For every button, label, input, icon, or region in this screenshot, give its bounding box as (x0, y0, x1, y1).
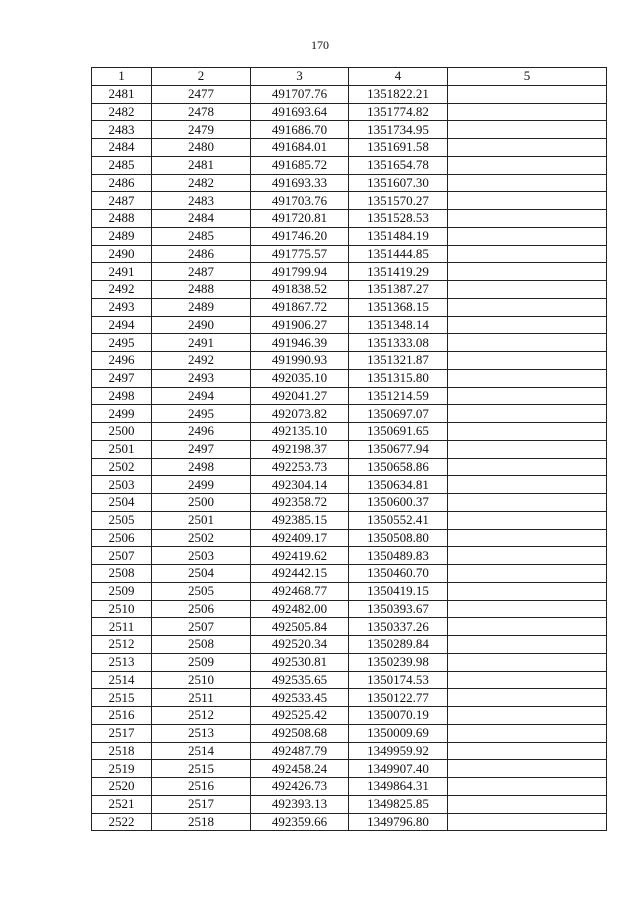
table-cell: 1350174.53 (349, 671, 448, 689)
table-cell: 1350460.70 (349, 565, 448, 583)
table-cell: 2497 (92, 369, 152, 387)
table-cell: 2512 (92, 636, 152, 654)
table-cell: 491946.39 (251, 334, 349, 352)
table-cell: 492535.65 (251, 671, 349, 689)
table-cell: 1351774.82 (349, 103, 448, 121)
table-cell (448, 778, 607, 796)
table-cell: 491746.20 (251, 227, 349, 245)
table-cell: 2498 (152, 458, 251, 476)
table-cell: 492359.66 (251, 813, 349, 831)
table-row (92, 387, 607, 405)
table-cell: 2477 (152, 85, 251, 103)
table-cell: 1351528.53 (349, 210, 448, 228)
table-cell: 2507 (92, 547, 152, 565)
table-cell (448, 618, 607, 636)
table-cell: 1349907.40 (349, 760, 448, 778)
table-cell: 2500 (92, 423, 152, 441)
table-cell: 2505 (152, 582, 251, 600)
table-cell (448, 494, 607, 512)
table-row (92, 618, 607, 636)
table-row (92, 263, 607, 281)
table-cell: 1350009.69 (349, 724, 448, 742)
table-cell: 2502 (92, 458, 152, 476)
table-cell: 2518 (152, 813, 251, 831)
column-header: 3 (251, 68, 349, 86)
coordinates-table (91, 67, 607, 831)
table-cell: 2489 (92, 227, 152, 245)
table-cell: 492041.27 (251, 387, 349, 405)
table-cell: 492253.73 (251, 458, 349, 476)
table-cell (448, 458, 607, 476)
table-cell: 491703.76 (251, 192, 349, 210)
table-row (92, 281, 607, 299)
table-cell: 2509 (152, 653, 251, 671)
table-cell: 1351368.15 (349, 298, 448, 316)
table-cell: 2522 (92, 813, 152, 831)
table-cell: 2478 (152, 103, 251, 121)
table-cell: 2506 (152, 600, 251, 618)
table-cell: 492487.79 (251, 742, 349, 760)
table-row (92, 352, 607, 370)
table-cell (448, 707, 607, 725)
table-cell: 2504 (92, 494, 152, 512)
table-cell: 2510 (92, 600, 152, 618)
table-cell: 2519 (92, 760, 152, 778)
table-cell: 1349796.80 (349, 813, 448, 831)
table-row (92, 600, 607, 618)
table-cell: 491838.52 (251, 281, 349, 299)
table-cell: 492073.82 (251, 405, 349, 423)
column-header: 5 (448, 68, 607, 86)
table-cell: 1350508.80 (349, 529, 448, 547)
table-cell (448, 85, 607, 103)
table-cell: 492508.68 (251, 724, 349, 742)
table-cell (448, 103, 607, 121)
table-cell (448, 636, 607, 654)
table-cell: 1349864.31 (349, 778, 448, 796)
table-row (92, 582, 607, 600)
table-row (92, 245, 607, 263)
table-cell: 2484 (152, 210, 251, 228)
table-cell: 492426.73 (251, 778, 349, 796)
table-row (92, 174, 607, 192)
table-cell (448, 281, 607, 299)
table-row (92, 742, 607, 760)
table-cell: 2510 (152, 671, 251, 689)
table-cell (448, 742, 607, 760)
table-cell: 491799.94 (251, 263, 349, 281)
table-row (92, 671, 607, 689)
table-cell (448, 121, 607, 139)
table-cell: 1351570.27 (349, 192, 448, 210)
table-cell: 2495 (92, 334, 152, 352)
table-cell: 2492 (92, 281, 152, 299)
table-cell: 2482 (92, 103, 152, 121)
table-cell: 492385.15 (251, 511, 349, 529)
table-cell: 2485 (92, 156, 152, 174)
table-row (92, 778, 607, 796)
table-cell: 2484 (92, 139, 152, 157)
table-cell: 2512 (152, 707, 251, 725)
table-cell: 2501 (152, 511, 251, 529)
table-cell (448, 263, 607, 281)
table-cell: 2483 (152, 192, 251, 210)
table-cell: 2520 (92, 778, 152, 796)
table-cell: 2509 (92, 582, 152, 600)
table-cell (448, 298, 607, 316)
table-cell: 2499 (92, 405, 152, 423)
table-cell: 2485 (152, 227, 251, 245)
table-cell: 492035.10 (251, 369, 349, 387)
table-row (92, 458, 607, 476)
table-cell: 2496 (92, 352, 152, 370)
table-cell: 1351734.95 (349, 121, 448, 139)
table-cell: 1351654.78 (349, 156, 448, 174)
table-cell: 492533.45 (251, 689, 349, 707)
table-cell (448, 210, 607, 228)
page-number: 170 (311, 38, 329, 52)
table-row (92, 227, 607, 245)
table-cell: 2502 (152, 529, 251, 547)
table-cell: 1350677.94 (349, 440, 448, 458)
table-row (92, 103, 607, 121)
table-cell: 1351214.59 (349, 387, 448, 405)
table-cell: 1350337.26 (349, 618, 448, 636)
table-cell: 2489 (152, 298, 251, 316)
table-cell: 2487 (92, 192, 152, 210)
table-cell: 492442.15 (251, 565, 349, 583)
table-cell: 2494 (152, 387, 251, 405)
table-cell: 2515 (152, 760, 251, 778)
table-cell: 2514 (152, 742, 251, 760)
table-row (92, 689, 607, 707)
table-cell: 491686.70 (251, 121, 349, 139)
table-cell: 2479 (152, 121, 251, 139)
table-cell: 2488 (92, 210, 152, 228)
table-cell: 2516 (152, 778, 251, 796)
table-row (92, 210, 607, 228)
table-cell: 2508 (92, 565, 152, 583)
column-header: 1 (92, 68, 152, 86)
table-cell: 2492 (152, 352, 251, 370)
table-cell: 2513 (92, 653, 152, 671)
table-cell: 2501 (92, 440, 152, 458)
table-cell: 492304.14 (251, 476, 349, 494)
table-cell: 1351321.87 (349, 352, 448, 370)
table-cell: 2490 (152, 316, 251, 334)
table-row (92, 795, 607, 813)
table-cell: 1350419.15 (349, 582, 448, 600)
table-cell (448, 139, 607, 157)
table-cell: 491906.27 (251, 316, 349, 334)
table-cell: 492409.17 (251, 529, 349, 547)
table-cell: 2508 (152, 636, 251, 654)
table-cell: 1350289.84 (349, 636, 448, 654)
table-cell: 2503 (152, 547, 251, 565)
table-row (92, 813, 607, 831)
table-cell: 2518 (92, 742, 152, 760)
table-row (92, 156, 607, 174)
table-cell: 2490 (92, 245, 152, 263)
table-cell: 1349825.85 (349, 795, 448, 813)
table-cell: 2493 (92, 298, 152, 316)
table-cell: 2481 (92, 85, 152, 103)
table-cell: 1350691.65 (349, 423, 448, 441)
column-header: 4 (349, 68, 448, 86)
table-cell: 492458.24 (251, 760, 349, 778)
table-cell: 1350070.19 (349, 707, 448, 725)
table-cell: 492482.00 (251, 600, 349, 618)
table-row (92, 565, 607, 583)
table-cell: 491693.33 (251, 174, 349, 192)
table-cell: 1349959.92 (349, 742, 448, 760)
table-cell: 492468.77 (251, 582, 349, 600)
table-cell (448, 334, 607, 352)
table-cell (448, 192, 607, 210)
table-cell: 2514 (92, 671, 152, 689)
table-cell: 1351822.21 (349, 85, 448, 103)
table-cell: 2498 (92, 387, 152, 405)
table-row (92, 192, 607, 210)
table-row (92, 511, 607, 529)
table-row (92, 423, 607, 441)
table-row (92, 139, 607, 157)
table-cell (448, 387, 607, 405)
table-cell: 2481 (152, 156, 251, 174)
table-cell (448, 227, 607, 245)
table-cell: 2513 (152, 724, 251, 742)
table-cell: 2521 (92, 795, 152, 813)
table-cell: 2491 (92, 263, 152, 281)
table-cell: 491720.81 (251, 210, 349, 228)
table-cell (448, 369, 607, 387)
table-cell: 491990.93 (251, 352, 349, 370)
table-cell (448, 600, 607, 618)
table-row (92, 529, 607, 547)
table-row (92, 121, 607, 139)
table-cell: 2505 (92, 511, 152, 529)
table-cell (448, 565, 607, 583)
table-cell (448, 476, 607, 494)
table-cell: 2496 (152, 423, 251, 441)
table-cell: 492198.37 (251, 440, 349, 458)
table-cell: 1351444.85 (349, 245, 448, 263)
table-cell (448, 653, 607, 671)
table-cell: 2488 (152, 281, 251, 299)
table-row (92, 707, 607, 725)
table-cell: 492505.84 (251, 618, 349, 636)
table-row (92, 724, 607, 742)
table-cell (448, 671, 607, 689)
table-cell: 2507 (152, 618, 251, 636)
table-cell (448, 245, 607, 263)
table-cell: 492419.62 (251, 547, 349, 565)
table-cell: 1351419.29 (349, 263, 448, 281)
table-cell: 2491 (152, 334, 251, 352)
table-cell: 2483 (92, 121, 152, 139)
table-cell: 492135.10 (251, 423, 349, 441)
table-cell: 2515 (92, 689, 152, 707)
table-cell: 491684.01 (251, 139, 349, 157)
table-cell (448, 511, 607, 529)
table-cell: 2506 (92, 529, 152, 547)
table-cell (448, 174, 607, 192)
table-row (92, 316, 607, 334)
table-cell: 492393.13 (251, 795, 349, 813)
table-cell: 491867.72 (251, 298, 349, 316)
table-row (92, 547, 607, 565)
table-cell: 2517 (152, 795, 251, 813)
table-cell: 2497 (152, 440, 251, 458)
table-row (92, 440, 607, 458)
table-cell: 491707.76 (251, 85, 349, 103)
table-row (92, 653, 607, 671)
table-cell: 1350393.67 (349, 600, 448, 618)
table-cell: 2486 (92, 174, 152, 192)
table-cell: 1350634.81 (349, 476, 448, 494)
table-cell: 2480 (152, 139, 251, 157)
table-cell: 2511 (92, 618, 152, 636)
table-cell (448, 689, 607, 707)
table-cell: 1350552.41 (349, 511, 448, 529)
column-header: 2 (152, 68, 251, 86)
table-cell (448, 724, 607, 742)
table-cell: 491685.72 (251, 156, 349, 174)
table-cell: 1350697.07 (349, 405, 448, 423)
table-cell: 1351484.19 (349, 227, 448, 245)
table-cell: 491775.57 (251, 245, 349, 263)
table-cell: 2487 (152, 263, 251, 281)
table-cell (448, 813, 607, 831)
table-cell (448, 316, 607, 334)
table-row (92, 494, 607, 512)
table-cell (448, 547, 607, 565)
table-cell: 491693.64 (251, 103, 349, 121)
table-cell (448, 760, 607, 778)
table-cell: 1350122.77 (349, 689, 448, 707)
table-cell (448, 405, 607, 423)
table-cell (448, 423, 607, 441)
table-cell: 1351387.27 (349, 281, 448, 299)
table-row (92, 476, 607, 494)
table-row (92, 636, 607, 654)
table-cell: 1350600.37 (349, 494, 448, 512)
table-cell: 2516 (92, 707, 152, 725)
table-cell: 2499 (152, 476, 251, 494)
table-cell: 2503 (92, 476, 152, 494)
table-row (92, 760, 607, 778)
table-header-row (92, 68, 607, 86)
table-cell: 2493 (152, 369, 251, 387)
table-row (92, 405, 607, 423)
table-row (92, 369, 607, 387)
table-row (92, 298, 607, 316)
table-cell: 492525.42 (251, 707, 349, 725)
table-cell: 1351333.08 (349, 334, 448, 352)
table-cell (448, 582, 607, 600)
table-cell: 2482 (152, 174, 251, 192)
table-cell (448, 795, 607, 813)
table-cell: 1350239.98 (349, 653, 448, 671)
table-cell: 1351691.58 (349, 139, 448, 157)
table-cell: 1351315.80 (349, 369, 448, 387)
table-cell: 1350658.86 (349, 458, 448, 476)
table-row (92, 334, 607, 352)
table-cell: 2511 (152, 689, 251, 707)
table-body (92, 85, 607, 831)
table-cell: 492520.34 (251, 636, 349, 654)
table-cell: 2500 (152, 494, 251, 512)
table-cell: 2517 (92, 724, 152, 742)
table-cell: 2504 (152, 565, 251, 583)
table-row (92, 85, 607, 103)
table-cell: 492530.81 (251, 653, 349, 671)
table-cell (448, 352, 607, 370)
table-cell: 2494 (92, 316, 152, 334)
table-cell (448, 156, 607, 174)
table-cell: 1351607.30 (349, 174, 448, 192)
table-cell (448, 529, 607, 547)
table-cell: 492358.72 (251, 494, 349, 512)
table-cell: 2495 (152, 405, 251, 423)
table-cell: 2486 (152, 245, 251, 263)
table-cell: 1350489.83 (349, 547, 448, 565)
table-cell: 1351348.14 (349, 316, 448, 334)
table-cell (448, 440, 607, 458)
